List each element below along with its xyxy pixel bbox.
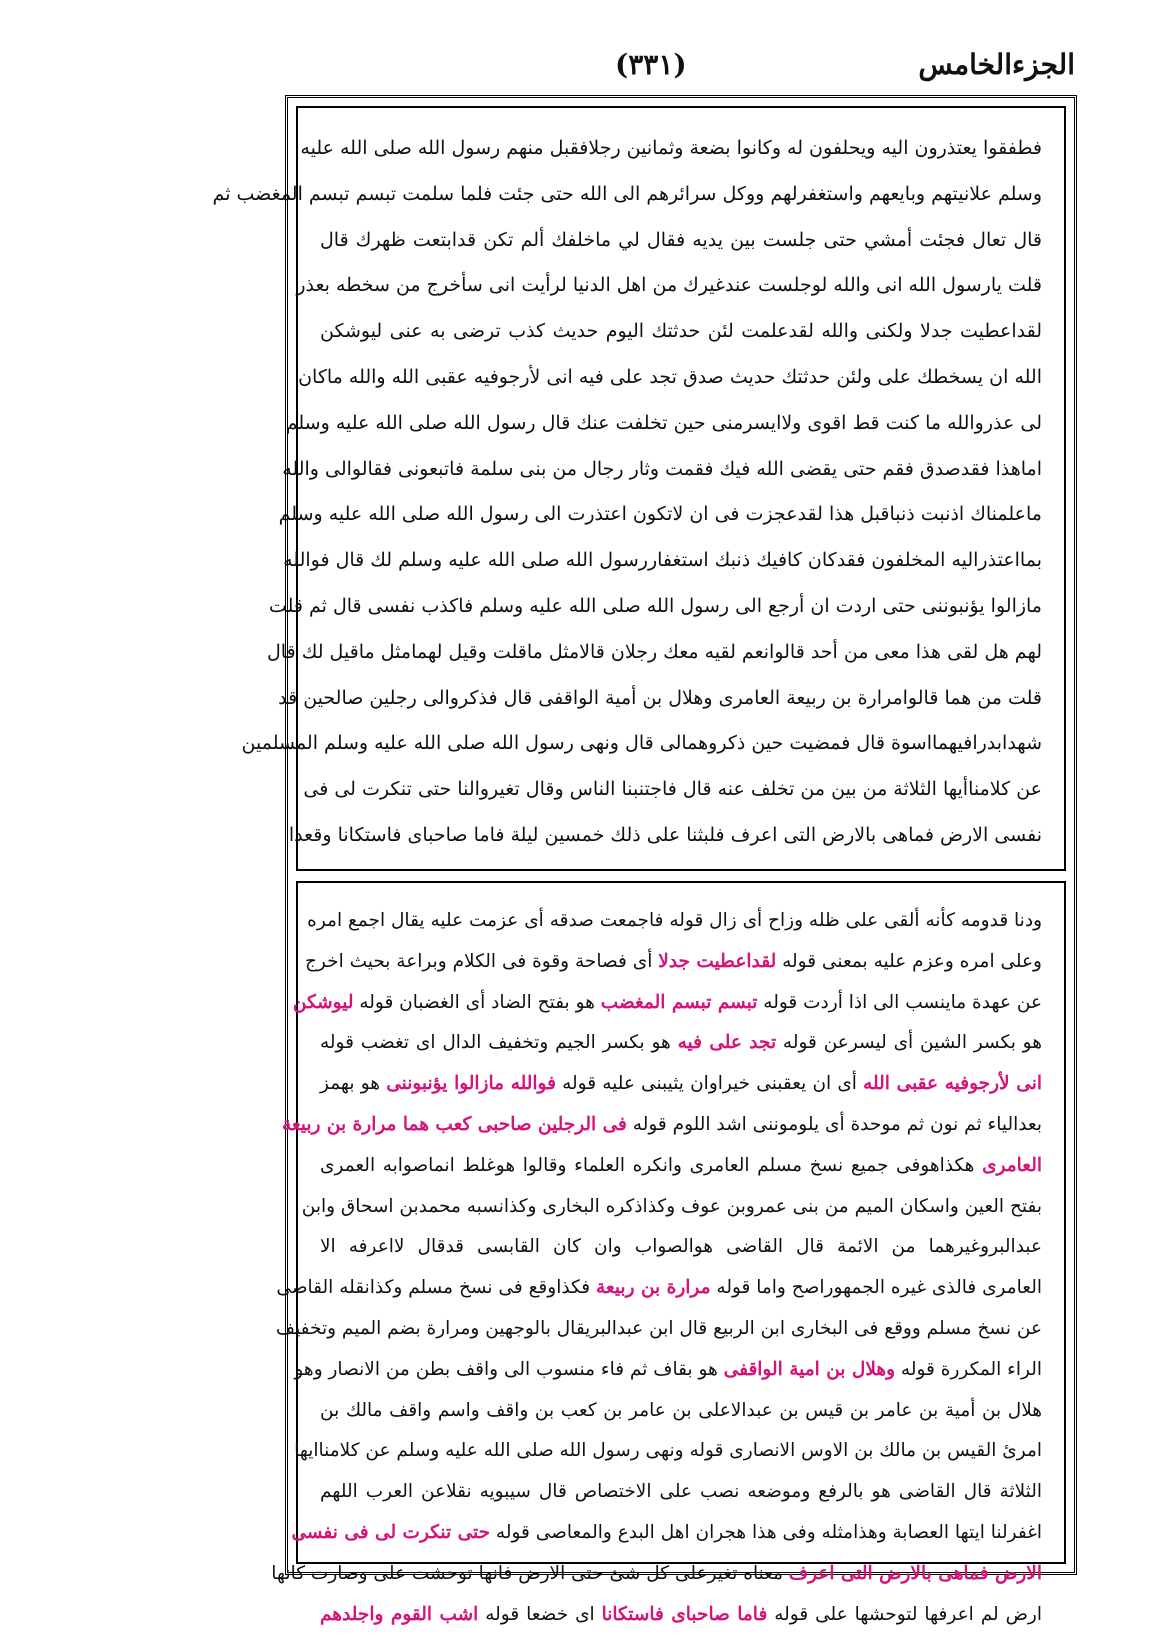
commentary-segment: بعدالياء ثم نون ثم موحدة أى يلوموننى اشد اللوم قوله — [626, 1113, 1042, 1135]
hadith-line: وسلم علانيتهم وبايعهم واستغفرلهم ووكل سرائرهم الى الله حتى جئت فلما سلمت تبسم تبسم المغضب ثم — [212, 182, 1042, 205]
commentary-text — [271, 883, 1064, 1635]
hadith-line: فطفقوا يعتذرون اليه ويحلفون له وكانوا بضعة وثمانين رجلافقبل منهم رسول الله صلى الله عليه — [300, 137, 1042, 159]
quoted-phrase: ليوشكن — [292, 991, 354, 1013]
commentary-segment: بفتح العين واسكان الميم من بنى عمروبن عوف وكذاذكره البخارى وكذانسبه محمدبن اسحاق وابن — [301, 1195, 1042, 1217]
commentary-segment: ارض لم اعرفها لتوحشها على قوله — [767, 1603, 1043, 1625]
commentary-segment: أى فصاحة وقوة فى الكلام وبراعة بحيث اخرج — [304, 950, 659, 972]
quoted-phrase: مرارة بن ربيعة — [596, 1277, 711, 1299]
quoted-phrase: الارض فماهى بالارض التى اعرف — [788, 1562, 1042, 1584]
commentary-segment: امرئ القيس بن مالك بن الاوس الانصارى قوله ونهى رسول الله صلى الله عليه وسلم عن كلامناايها — [294, 1440, 1042, 1462]
quoted-phrase: فاما صاحباى فاستكانا — [601, 1603, 768, 1625]
commentary-segment: ودنا قدومه كأنه ألقى على ظله وزاح أى زال قوله فاجمعت صدقه أى عزمت عليه يقال اجمع امره — [307, 910, 1042, 931]
commentary-line — [294, 1431, 1042, 1472]
hadith-line: اماهذا فقدصدق فقم حتى يقضى الله فيك فقمت وثار رجال من بنى سلمة فاتبعونى فقالوالى والله — [282, 457, 1042, 480]
commentary-line — [276, 1268, 1042, 1309]
hadith-line: قال تعال فجئت أمشي حتى جلست بين يديه فقال لي ماخلفك ألم تكن قدابتعت ظهرك قال — [320, 228, 1042, 251]
page-header — [285, 48, 1075, 88]
quoted-phrase: لقداعطيت جدلا — [658, 950, 777, 972]
commentary-segment: عبدالبروغيرهما من الائمة قال القاضى هوالصواب وان كان القابسى قدقال لااعرفه الا — [320, 1236, 1042, 1258]
commentary-line — [275, 1309, 1042, 1350]
commentary-segment: عن نسخ مسلم ووقع فى البخارى ابن الربيع قال ابن عبدالبريقال بالوجهين ومرارة بضم الميم وتخفيف — [275, 1317, 1042, 1339]
quoted-phrase: وهلال بن امية الواقفى — [723, 1358, 896, 1380]
commentary-line — [271, 1554, 1042, 1595]
page-frame — [212, 95, 1077, 1625]
quoted-phrase: فى الرجلين صاحبى كعب هما مرارة بن ربيعة — [281, 1113, 627, 1135]
commentary-segment: الثلاثة قال القاضى هو بالرفع وموضعه نصب على الاختصاص قال سيبويه نقلاعن العرب اللهم — [320, 1481, 1042, 1503]
commentary-segment: هو بكسر الشين أى ليسرعن قوله — [776, 1032, 1042, 1054]
hadith-line: مازالوا يؤنبوننى حتى اردت ان أرجع الى رسول الله صلى الله عليه وسلم فاكذب نفسى قال ثم قلت — [268, 594, 1042, 617]
hadith-line: الله ان يسخطك على ولئن حدثتك حديث صدق تجد على فيه انى لأرجوفيه عقبى الله والله ماكان — [298, 365, 1042, 388]
commentary-segment: هو بهمز — [320, 1073, 387, 1095]
commentary-line — [281, 1105, 1042, 1146]
commentary-line — [301, 1187, 1042, 1228]
commentary-segment: هلال بن أمية بن عامر بن قيس بن عبدالاعلى بن عامر بن كعب بن واقف واسم واقف مالك بن — [320, 1399, 1042, 1421]
quoted-phrase: حتى تنكرت لى فى نفسى — [291, 1521, 491, 1543]
commentary-segment: العامرى فالذى غيره الجمهوراصح واما قوله — [710, 1277, 1042, 1299]
commentary-segment: أى ان يعقبنى خيراوان يثيبنى عليه قوله — [555, 1073, 864, 1095]
commentary-line — [320, 1595, 1042, 1636]
commentary-line — [294, 1350, 1042, 1391]
commentary-line — [307, 901, 1042, 942]
quoted-phrase: اشب القوم واجلدهم — [320, 1603, 479, 1625]
hadith-line: قلت من هما قالوامرارة بن ربيعة العامرى وهلال بن أمية الواقفى قال فذكروالى رجلين صالحين قد — [278, 686, 1042, 709]
commentary-line — [292, 983, 1042, 1024]
commentary-box — [271, 881, 1066, 1625]
hadith-line: لى عذروالله ما كنت قط اقوى ولاايسرمنى حين تخلفت عنك قال رسول الله صلى الله عليه وسلم — [285, 411, 1042, 434]
hadith-line: قلت يارسول الله انى والله لوجلست عندغيرك من اهل الدنيا لرأيت انى سأخرج من سخطه بعذر — [296, 274, 1042, 297]
commentary-segment: هو بكسر الجيم وتخفيف الدال اى تغضب قوله — [320, 1032, 678, 1054]
commentary-segment: وعلى امره وعزم عليه بمعنى قوله — [776, 950, 1042, 972]
volume-title: الجزءالخامس — [918, 48, 1075, 81]
commentary-segment: معناه تغيرعلى كل شئ حتى الارض فانها توحشت على وصارت كانها — [271, 1562, 789, 1584]
hadith-text — [212, 108, 1064, 859]
commentary-segment: فكذاوقع فى نسخ مسلم وكذانقله القاضى — [276, 1277, 596, 1299]
hadith-line: نفسى الارض فماهى بالارض التى اعرف فلبثنا على ذلك خمسين ليلة فاما صاحباى فاستكانا وقعدا — [288, 823, 1042, 846]
hadith-line: عن كلامناأيها الثلاثة من بين من تخلف عنه قال فاجتنبنا الناس وقال تغيروالنا حتى تنكرت لى فى — [303, 778, 1042, 801]
quoted-phrase: تجد على فيه — [677, 1032, 777, 1054]
commentary-line — [320, 1472, 1042, 1513]
hadith-line: لهم هل لقى هذا معى من أحد قالوانعم لقيه معك رجلان قالامثل ماقلت وقيل لهمامثل ماقيل لك قال — [267, 640, 1042, 663]
hadith-line: لقداعطيت جدلا ولكنى والله لقدعلمت لئن حدثتك اليوم حديث كذب ترضى به عنى ليوشكن — [320, 320, 1042, 343]
commentary-line — [320, 1391, 1042, 1432]
hadith-line: بمااعتذراليه المخلفون فقدكان كافيك ذنبك استغفاررسول الله صلى الله عليه وسلم لك قال فوالله — [283, 549, 1042, 572]
hadith-line: شهدابدرافيهمااسوة قال فمضيت حين ذكروهمالى قال ونهى رسول الله صلى الله عليه وسلم المسلمين — [241, 732, 1042, 755]
quoted-phrase: تبسم تبسم المغضب — [600, 991, 758, 1013]
commentary-segment: هو بفتح الضاد أى الغضبان قوله — [353, 991, 601, 1013]
commentary-line — [320, 1227, 1042, 1268]
hadith-line: ماعلمناك اذنبت ذنباقبل هذا لقدعجزت فى ان لاتكون اعتذرت الى رسول الله صلى الله عليه وسلم — [278, 503, 1042, 526]
quoted-phrase: انى لأرجوفيه عقبى الله — [863, 1073, 1043, 1095]
commentary-line — [320, 1023, 1042, 1064]
commentary-segment: هكذاهوفى جميع نسخ مسلم العامرى وانكره العلماء وقالوا هوغلط انماصوابه العمرى — [320, 1154, 983, 1176]
commentary-line — [320, 1064, 1042, 1105]
commentary-segment: هو بقاف ثم فاء منسوب الى واقف بطن من الانصار وهو — [294, 1358, 724, 1380]
commentary-line — [320, 1146, 1042, 1187]
commentary-line — [291, 1513, 1042, 1554]
page-number: (٣٣١) — [615, 48, 687, 81]
commentary-segment: عن عهدة ماينسب الى اذا أردت قوله — [757, 991, 1042, 1013]
quoted-phrase: فوالله مازالوا يؤنبوننى — [386, 1073, 556, 1095]
commentary-segment: الراء المكررة قوله — [895, 1358, 1042, 1380]
quoted-phrase: العامرى — [982, 1154, 1042, 1176]
commentary-segment: اى خضعا قوله — [478, 1603, 602, 1625]
hadith-text-box — [212, 106, 1066, 871]
commentary-segment: اغفرلنا ايتها العصابة وهذامثله وفى هذا هجران اهل البدع والمعاصى قوله — [490, 1521, 1042, 1543]
commentary-line — [304, 942, 1042, 983]
